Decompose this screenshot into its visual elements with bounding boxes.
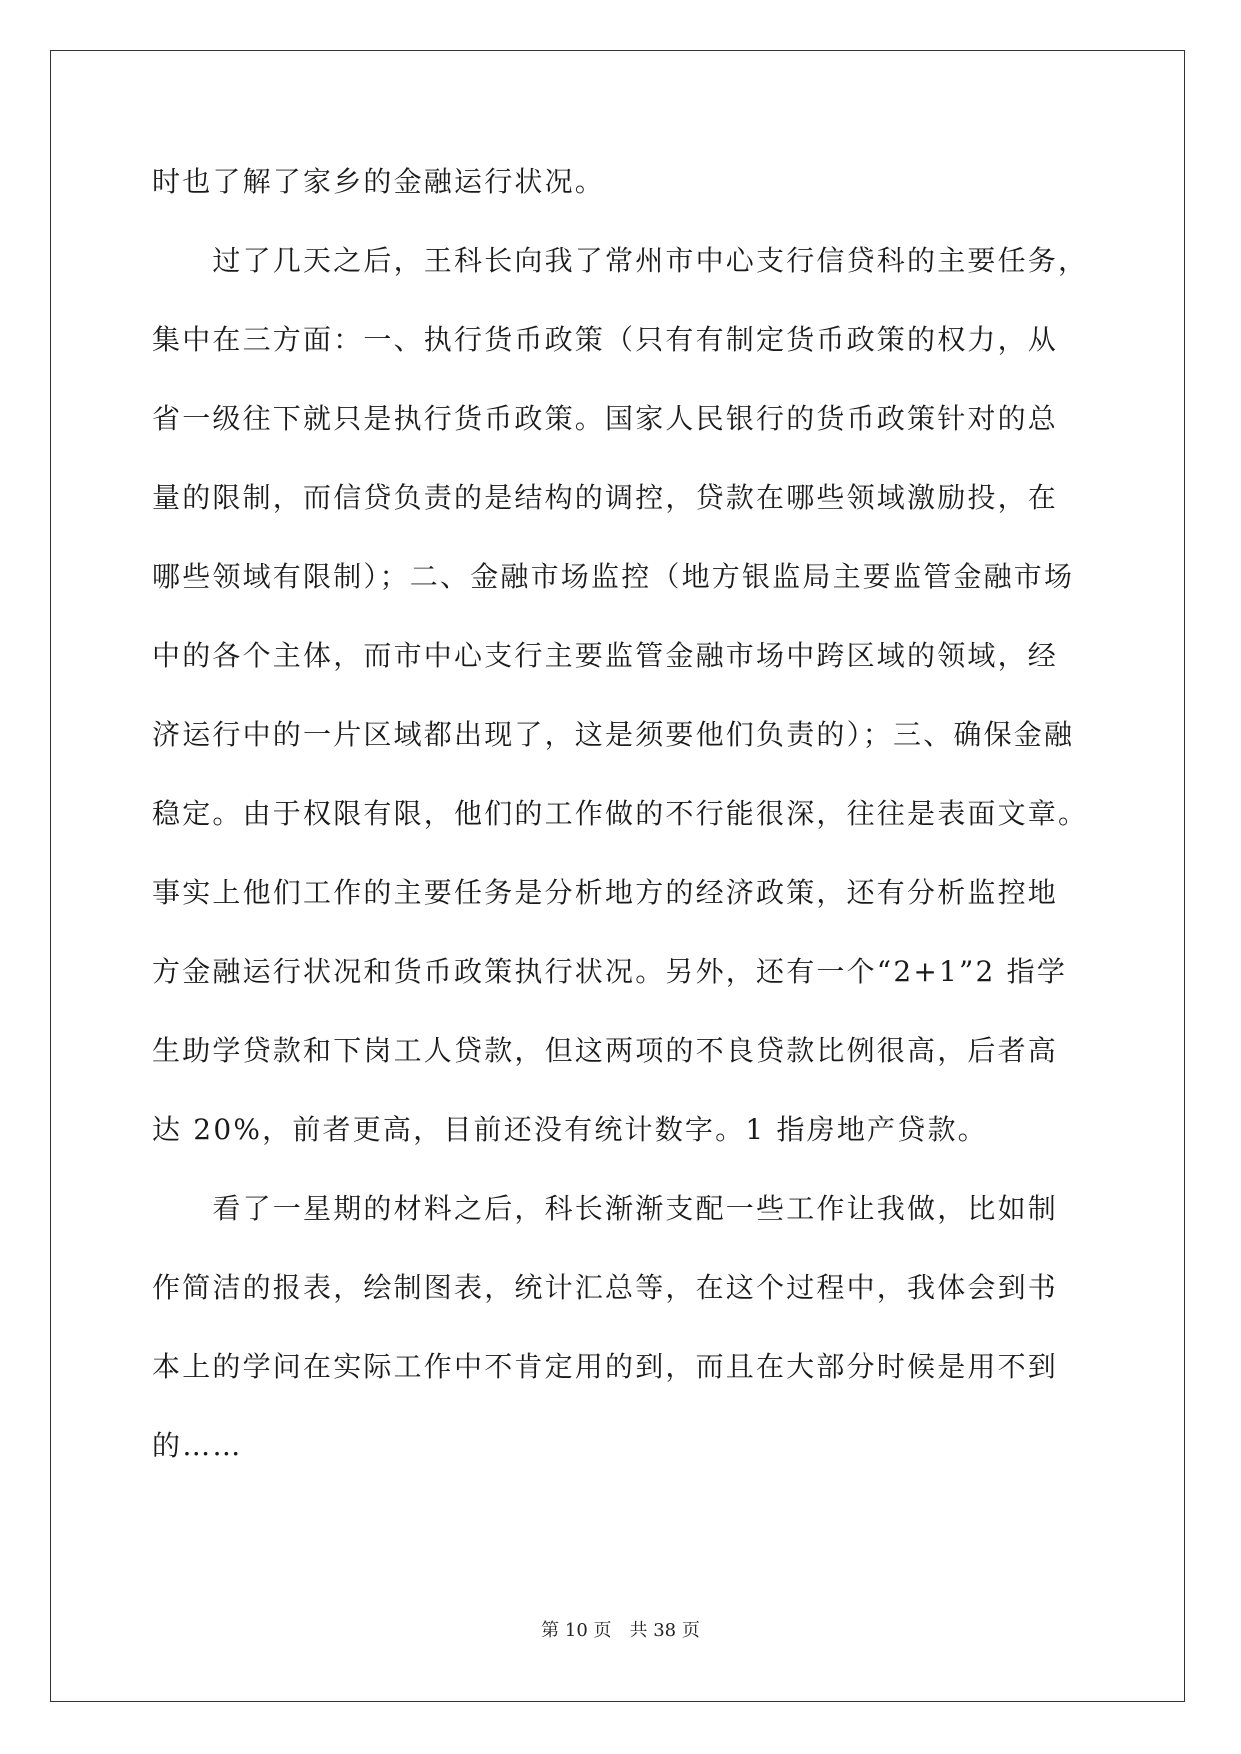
- text-line: 济运行中的一片区域都出现了，这是须要他们负责的）；三、确保金融: [152, 718, 1075, 751]
- text-line: 看了一星期的材料之后，科长渐渐支配一些工作让我做，比如制: [152, 1192, 1059, 1225]
- text-line: 时也了解了家乡的金融运行状况。: [152, 165, 606, 198]
- text-line: 稳定。由于权限有限，他们的工作做的不行能很深，往往是表面文章。: [152, 797, 1089, 830]
- text-line: 过了几天之后，王科长向我了常州市中心支行信贷科的主要任务，: [152, 244, 1089, 277]
- text-line: 达 20%，前者更高，目前还没有统计数字。1 指房地产贷款。: [152, 1113, 988, 1146]
- text-line: 作简洁的报表，绘制图表，统计汇总等，在这个过程中，我体会到书: [152, 1271, 1059, 1304]
- text-line: 的……: [152, 1429, 243, 1462]
- text-line: 中的各个主体，而市中心支行主要监管金融市场中跨区域的领域，经: [152, 639, 1059, 672]
- text-line: 方金融运行状况和货币政策执行状况。另外，还有一个“2+1”2 指学: [152, 955, 1068, 988]
- text-line: 事实上他们工作的主要任务是分析地方的经济政策，还有分析监控地: [152, 876, 1059, 909]
- text-line: 哪些领域有限制）；二、金融市场监控（地方银监局主要监管金融市场: [152, 560, 1075, 593]
- text-line: 集中在三方面：一、执行货币政策（只有有制定货币政策的权力，从: [152, 323, 1059, 356]
- page-number-footer: 第 10 页 共 38 页: [541, 1620, 700, 1641]
- text-line: 省一级往下就只是执行货币政策。国家人民银行的货币政策针对的总: [152, 402, 1059, 435]
- document-body: [152, 162, 1089, 1505]
- text-line: 本上的学问在实际工作中不肯定用的到，而且在大部分时候是用不到: [152, 1350, 1059, 1383]
- text-line: 生助学贷款和下岗工人贷款，但这两项的不良贷款比例很高，后者高: [152, 1034, 1059, 1067]
- text-line: 量的限制，而信贷负责的是结构的调控，贷款在哪些领域激励投，在: [152, 481, 1059, 514]
